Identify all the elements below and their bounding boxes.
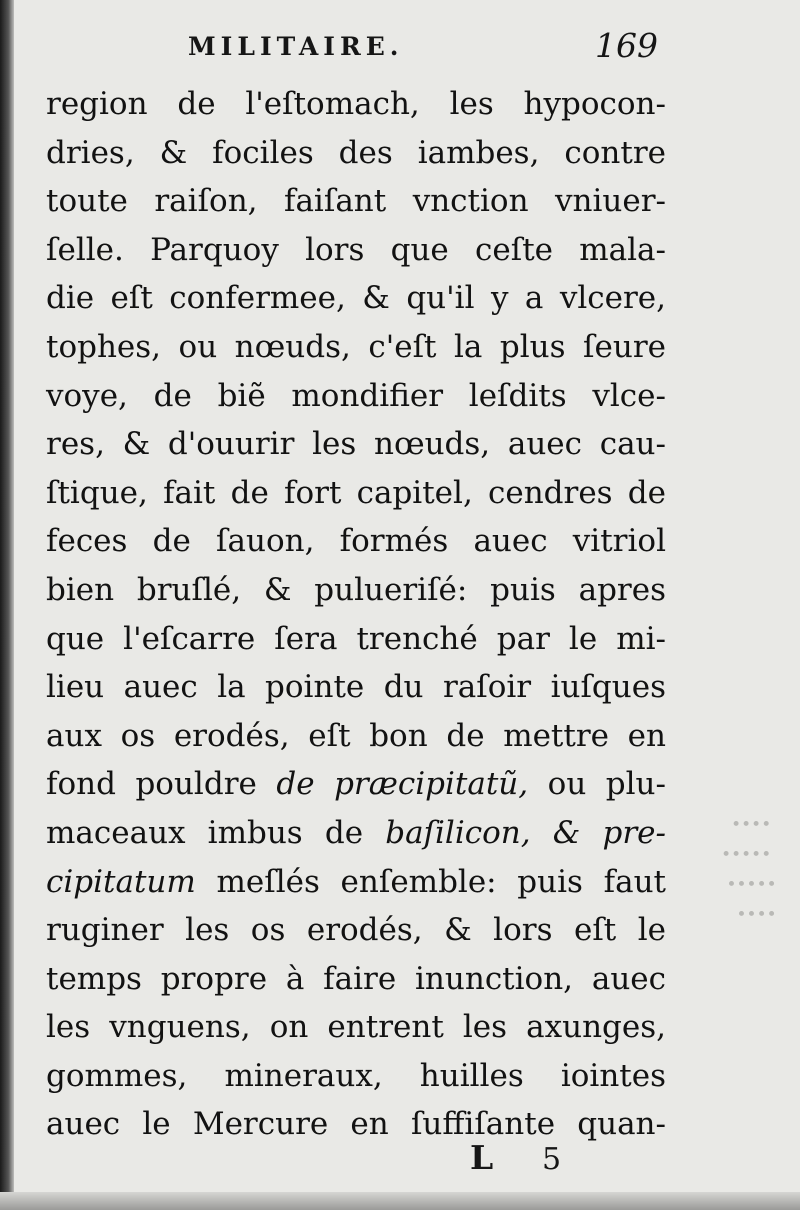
- text-line: [46, 809, 666, 858]
- text-segment: dries, & fociles des iambes, contre: [46, 134, 666, 171]
- text-segment: les vnguens, on entrent les axunges,: [46, 1009, 666, 1046]
- running-head: MILITAIRE.: [188, 32, 404, 61]
- text-line: [46, 323, 666, 372]
- italic-segment: cipitatum: [46, 863, 196, 900]
- text-line: [46, 615, 666, 664]
- text-line: [46, 712, 666, 761]
- text-line: [46, 663, 666, 712]
- text-segment: voye, de biẽ mondifier leſdits vlce-: [46, 377, 666, 414]
- text-segment: feces de ſauon, formés auec vitriol: [46, 523, 666, 560]
- page-header: [188, 26, 658, 66]
- page-bottom-edge: [0, 1192, 800, 1210]
- text-segment: meſlés enſemble: puis faut: [195, 863, 666, 900]
- text-line: [46, 566, 666, 615]
- book-spine-shadow: [0, 0, 14, 1210]
- text-segment: maceaux imbus de: [46, 814, 386, 851]
- text-segment: die eſt confermee, & qu'il y a vlcere,: [46, 280, 666, 317]
- text-line: [46, 129, 666, 178]
- text-segment: lieu auec la pointe du raſoir iuſques: [46, 669, 666, 706]
- text-segment: res, & d'ouurir les nœuds, auec cau-: [46, 426, 666, 463]
- text-line: [46, 906, 666, 955]
- text-segment: ruginer les os erodés, & lors eſt le: [46, 912, 666, 949]
- text-line: [46, 177, 666, 226]
- text-segment: gommes, mineraux, huilles iointes: [46, 1057, 666, 1094]
- text-line: [46, 1052, 666, 1101]
- text-segment: fond pouldre: [46, 766, 277, 803]
- signature-mark: L: [470, 1138, 494, 1177]
- text-line: [46, 760, 666, 809]
- text-segment: bien bruſlé, & pulueriſé: puis apres: [46, 571, 666, 608]
- text-line: [46, 858, 666, 907]
- page-footer: [470, 1138, 590, 1188]
- text-segment: ſtique, fait de fort capitel, cendres de: [46, 474, 666, 511]
- signature-number: 5: [542, 1142, 562, 1177]
- text-line: [46, 517, 666, 566]
- text-segment: auec le Mercure en ſuffiſante quan-: [46, 1106, 666, 1143]
- text-segment: toute raiſon, faiſant vnction vniuer-: [46, 183, 666, 220]
- text-line: [46, 1003, 666, 1052]
- text-segment: region de l'eſtomach, les hypocon-: [46, 86, 666, 122]
- text-segment: ſelle. Parquoy lors que ceſte mala-: [46, 231, 666, 268]
- page-number: 169: [595, 26, 658, 65]
- show-through-text: •••• ••••• ••••• ••••: [721, 815, 777, 925]
- text-line: [46, 469, 666, 518]
- text-line: [46, 80, 666, 129]
- text-line: [46, 372, 666, 421]
- text-segment: temps propre à faire inunction, auec: [46, 960, 666, 997]
- text-segment: que l'eſcarre ſera trenché par le mi-: [46, 620, 666, 657]
- text-line: [46, 274, 666, 323]
- text-line: [46, 420, 666, 469]
- text-segment: ou plu-: [528, 766, 666, 803]
- body-text: [46, 80, 666, 1149]
- text-line: [46, 955, 666, 1004]
- italic-segment: baſilicon, & pre-: [385, 814, 666, 851]
- text-segment: tophes, ou nœuds, c'eſt la plus ſeure: [46, 328, 666, 365]
- text-line: [46, 226, 666, 275]
- italic-segment: de præcipitatũ,: [276, 766, 529, 803]
- text-segment: aux os erodés, eſt bon de mettre en: [46, 717, 666, 754]
